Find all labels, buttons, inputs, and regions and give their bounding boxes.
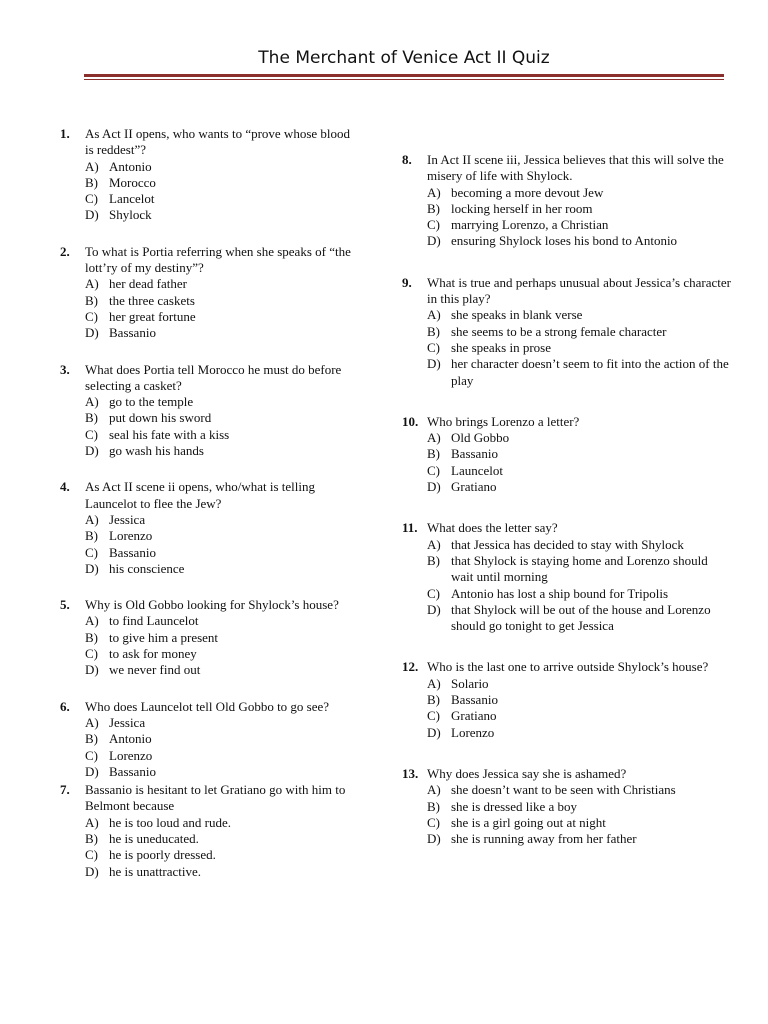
option-text: that Jessica has decided to stay with Shylock [451, 536, 684, 552]
question-item [60, 699, 360, 780]
option-letter: D) [85, 863, 99, 879]
option-text: that Shylock is staying home and Lorenzo should wait until morning [451, 552, 708, 585]
option-text: the three caskets [109, 292, 195, 308]
option-text: Morocco [109, 174, 156, 190]
answer-option [427, 782, 732, 798]
option-letter: D) [427, 831, 441, 847]
answer-options [85, 715, 360, 780]
option-letter: C) [85, 747, 98, 763]
option-text: Shylock [109, 207, 152, 223]
question-number: 13. [402, 765, 419, 781]
option-text: his conscience [109, 560, 185, 576]
answer-option [85, 325, 360, 341]
question-stem: Who is the last one to arrive outside Shylock’s house? [427, 659, 709, 675]
answer-option [85, 427, 360, 443]
answer-option [85, 561, 360, 577]
option-letter: D) [427, 601, 441, 617]
question-stem: In Act II scene iii, Jessica believes that this will solve the misery of life with Shylock. [427, 152, 724, 184]
option-text: Bassanio [451, 692, 498, 708]
answer-options [85, 512, 360, 577]
answer-option [85, 748, 360, 764]
answer-option [427, 217, 732, 233]
option-text: she is a girl going out at night [451, 814, 606, 830]
answer-option [85, 662, 360, 678]
answer-option [85, 159, 360, 175]
option-letter: B) [85, 410, 98, 426]
option-letter: A) [85, 158, 99, 174]
answer-option [427, 324, 732, 340]
question-item [60, 597, 360, 678]
question-item [402, 275, 732, 389]
option-text: Jessica [109, 511, 146, 527]
option-letter: D) [427, 233, 441, 249]
option-letter: D) [427, 356, 441, 372]
question-item [60, 362, 360, 460]
option-letter: A) [85, 814, 99, 830]
option-letter: B) [427, 798, 440, 814]
answer-option [85, 293, 360, 309]
question-number: 2. [60, 243, 70, 259]
option-text: Old Gobbo [451, 430, 510, 446]
answer-option [427, 446, 732, 462]
option-letter: B) [427, 323, 440, 339]
answer-option [85, 191, 360, 207]
question-item [60, 479, 360, 577]
option-letter: B) [85, 174, 98, 190]
option-text: she is running away from her father [451, 831, 637, 847]
option-text: to ask for money [109, 646, 197, 662]
answer-option [85, 394, 360, 410]
option-letter: D) [85, 207, 99, 223]
answer-option [85, 175, 360, 191]
option-text: locking herself in her room [451, 200, 593, 216]
option-letter: C) [427, 585, 440, 601]
option-letter: A) [427, 430, 441, 446]
answer-option [427, 676, 732, 692]
answer-option [85, 309, 360, 325]
option-text: he is uneducated. [109, 830, 199, 846]
answer-options [85, 159, 360, 224]
option-text: he is unattractive. [109, 863, 202, 879]
question-number: 10. [402, 413, 419, 429]
option-letter: B) [85, 830, 98, 846]
option-letter: C) [427, 339, 440, 355]
question-number: 8. [402, 152, 412, 167]
question-stem: To what is Portia referring when she speaks of “the lott’ry of my destiny”? [85, 243, 351, 276]
option-text: Lorenzo [109, 747, 153, 763]
answer-options [427, 307, 732, 388]
option-text: to find Launcelot [109, 613, 199, 629]
option-letter: C) [427, 708, 440, 724]
question-stem: What does the letter say? [427, 520, 558, 536]
option-letter: A) [427, 307, 441, 323]
option-text: Lorenzo [109, 528, 153, 544]
option-text: marrying Lorenzo, a Christian [451, 217, 609, 233]
option-letter: A) [427, 184, 441, 200]
option-letter: A) [85, 394, 99, 410]
answer-option [427, 356, 732, 389]
question-stem: Why does Jessica say she is ashamed? [427, 765, 627, 781]
answer-option [85, 410, 360, 426]
option-text: Jessica [109, 714, 146, 730]
option-letter: D) [85, 662, 99, 678]
answer-option [427, 537, 732, 553]
question-number: 1. [60, 126, 70, 141]
option-letter: B) [85, 629, 98, 645]
option-text: seal his fate with a kiss [109, 426, 230, 442]
option-letter: C) [85, 308, 98, 324]
option-letter: C) [85, 544, 98, 560]
answer-options [427, 537, 732, 635]
option-letter: C) [85, 847, 98, 863]
answer-option [427, 463, 732, 479]
question-number: 6. [60, 698, 70, 714]
option-letter: A) [85, 276, 99, 292]
option-letter: B) [85, 292, 98, 308]
option-text: she speaks in prose [451, 339, 552, 355]
answer-option [85, 847, 360, 863]
option-letter: B) [427, 692, 440, 708]
left-question-column [60, 126, 360, 900]
question-item [402, 766, 732, 847]
question-number: 9. [402, 274, 412, 290]
answer-options [427, 782, 732, 847]
option-letter: D) [427, 724, 441, 740]
answer-option [427, 340, 732, 356]
option-text: Solario [451, 675, 489, 691]
answer-option [427, 586, 732, 602]
answer-option [427, 479, 732, 495]
option-text: her dead father [109, 276, 187, 292]
answer-option [427, 799, 732, 815]
option-letter: A) [427, 536, 441, 552]
answer-option [85, 512, 360, 528]
option-letter: D) [85, 325, 99, 341]
question-stem: Bassanio is hesitant to let Gratiano go with him to Belmont because [85, 782, 346, 814]
question-number: 3. [60, 361, 70, 377]
option-letter: A) [85, 511, 99, 527]
option-text: Antonio [109, 731, 152, 747]
answer-option [85, 613, 360, 629]
answer-option [85, 715, 360, 731]
question-item [402, 520, 732, 634]
option-text: Lancelot [109, 191, 155, 207]
question-stem: Who brings Lorenzo a letter? [427, 413, 580, 429]
option-text: Bassanio [451, 446, 498, 462]
answer-options [85, 394, 360, 459]
answer-option [85, 815, 360, 831]
question-stem: What is true and perhaps unusual about Jessica’s character in this play? [427, 274, 731, 307]
option-letter: B) [427, 446, 440, 462]
option-text: to give him a present [109, 629, 219, 645]
option-text: that Shylock will be out of the house and Lorenzo should go tonight to get Jessica [451, 601, 711, 634]
option-letter: D) [85, 443, 99, 459]
question-stem: As Act II scene ii opens, who/what is telling Launcelot to flee the Jew? [85, 479, 315, 511]
answer-option [427, 553, 732, 586]
answer-options [427, 676, 732, 741]
option-letter: A) [427, 675, 441, 691]
answer-options [427, 185, 732, 250]
answer-option [427, 201, 732, 217]
right-question-column [402, 152, 732, 872]
answer-option [85, 545, 360, 561]
answer-option [85, 864, 360, 880]
answer-option [427, 602, 732, 635]
option-text: he is too loud and rude. [109, 814, 232, 830]
option-letter: D) [85, 763, 99, 779]
question-stem: Who does Launcelot tell Old Gobbo to go see? [85, 698, 330, 714]
option-letter: D) [427, 479, 441, 495]
option-text: Bassanio [109, 325, 156, 341]
option-letter: D) [85, 560, 99, 576]
question-stem: Why is Old Gobbo looking for Shylock’s house? [85, 597, 339, 613]
option-text: Gratiano [451, 479, 497, 495]
option-letter: C) [85, 426, 98, 442]
answer-option [85, 731, 360, 747]
option-text: her great fortune [109, 308, 196, 324]
option-text: he is poorly dressed. [109, 847, 216, 863]
question-item [402, 659, 732, 740]
question-item [402, 414, 732, 495]
answer-option [85, 630, 360, 646]
option-text: she seems to be a strong female character [451, 323, 667, 339]
option-letter: C) [427, 217, 440, 233]
question-item [60, 126, 360, 224]
option-text: Gratiano [451, 708, 497, 724]
question-number: 5. [60, 597, 70, 613]
answer-option [85, 831, 360, 847]
answer-options [85, 815, 360, 880]
question-stem: As Act II opens, who wants to “prove whose blood is reddest”? [85, 126, 351, 158]
option-letter: B) [427, 200, 440, 216]
question-number: 11. [402, 520, 418, 536]
answer-options [85, 613, 360, 678]
answer-options [85, 276, 360, 341]
question-item [60, 244, 360, 342]
option-text: go to the temple [109, 394, 194, 410]
answer-option [85, 528, 360, 544]
answer-option [85, 443, 360, 459]
answer-option [427, 725, 732, 741]
page-title: The Merchant of Venice Act II Quiz [258, 48, 550, 68]
question-item [402, 152, 732, 250]
option-text: put down his sword [109, 410, 212, 426]
answer-option [427, 815, 732, 831]
option-text: Bassanio [109, 763, 156, 779]
option-letter: C) [427, 462, 440, 478]
option-text: she is dressed like a boy [451, 798, 578, 814]
question-number: 7. [60, 782, 70, 798]
answer-option [85, 207, 360, 223]
option-text: her character doesn’t seem to fit into the action of the play [451, 356, 729, 388]
option-letter: A) [85, 613, 99, 629]
question-item [60, 782, 360, 880]
option-text: Lorenzo [451, 724, 495, 740]
answer-option [85, 646, 360, 662]
question-stem: What does Portia tell Morocco he must do before selecting a casket? [85, 361, 342, 393]
option-text: ensuring Shylock loses his bond to Antonio [451, 233, 678, 249]
option-letter: B) [85, 731, 98, 747]
option-text: we never find out [109, 662, 201, 678]
answer-option [427, 831, 732, 847]
option-letter: C) [85, 191, 98, 207]
answer-option [427, 708, 732, 724]
option-letter: C) [427, 814, 440, 830]
question-number: 12. [402, 659, 419, 675]
option-text: Antonio has lost a ship bound for Tripolis [451, 585, 669, 601]
question-number: 4. [60, 479, 70, 495]
answer-option [427, 307, 732, 323]
option-text: she doesn’t want to be seen with Christians [451, 782, 676, 798]
answer-option [427, 185, 732, 201]
option-text: go wash his hands [109, 443, 204, 459]
option-text: Launcelot [451, 462, 503, 478]
answer-option [427, 692, 732, 708]
answer-options [427, 430, 732, 495]
option-text: Antonio [109, 158, 152, 174]
option-letter: A) [85, 714, 99, 730]
option-letter: C) [85, 646, 98, 662]
option-text: Bassanio [109, 544, 156, 560]
option-text: she speaks in blank verse [451, 307, 583, 323]
answer-option [427, 233, 732, 249]
option-text: becoming a more devout Jew [451, 184, 604, 200]
answer-option [427, 430, 732, 446]
answer-option [85, 764, 360, 780]
option-letter: A) [427, 782, 441, 798]
title-rule-thin [84, 79, 724, 80]
title-rule-thick [84, 74, 724, 77]
option-letter: B) [427, 552, 440, 568]
option-letter: B) [85, 528, 98, 544]
answer-option [85, 276, 360, 292]
